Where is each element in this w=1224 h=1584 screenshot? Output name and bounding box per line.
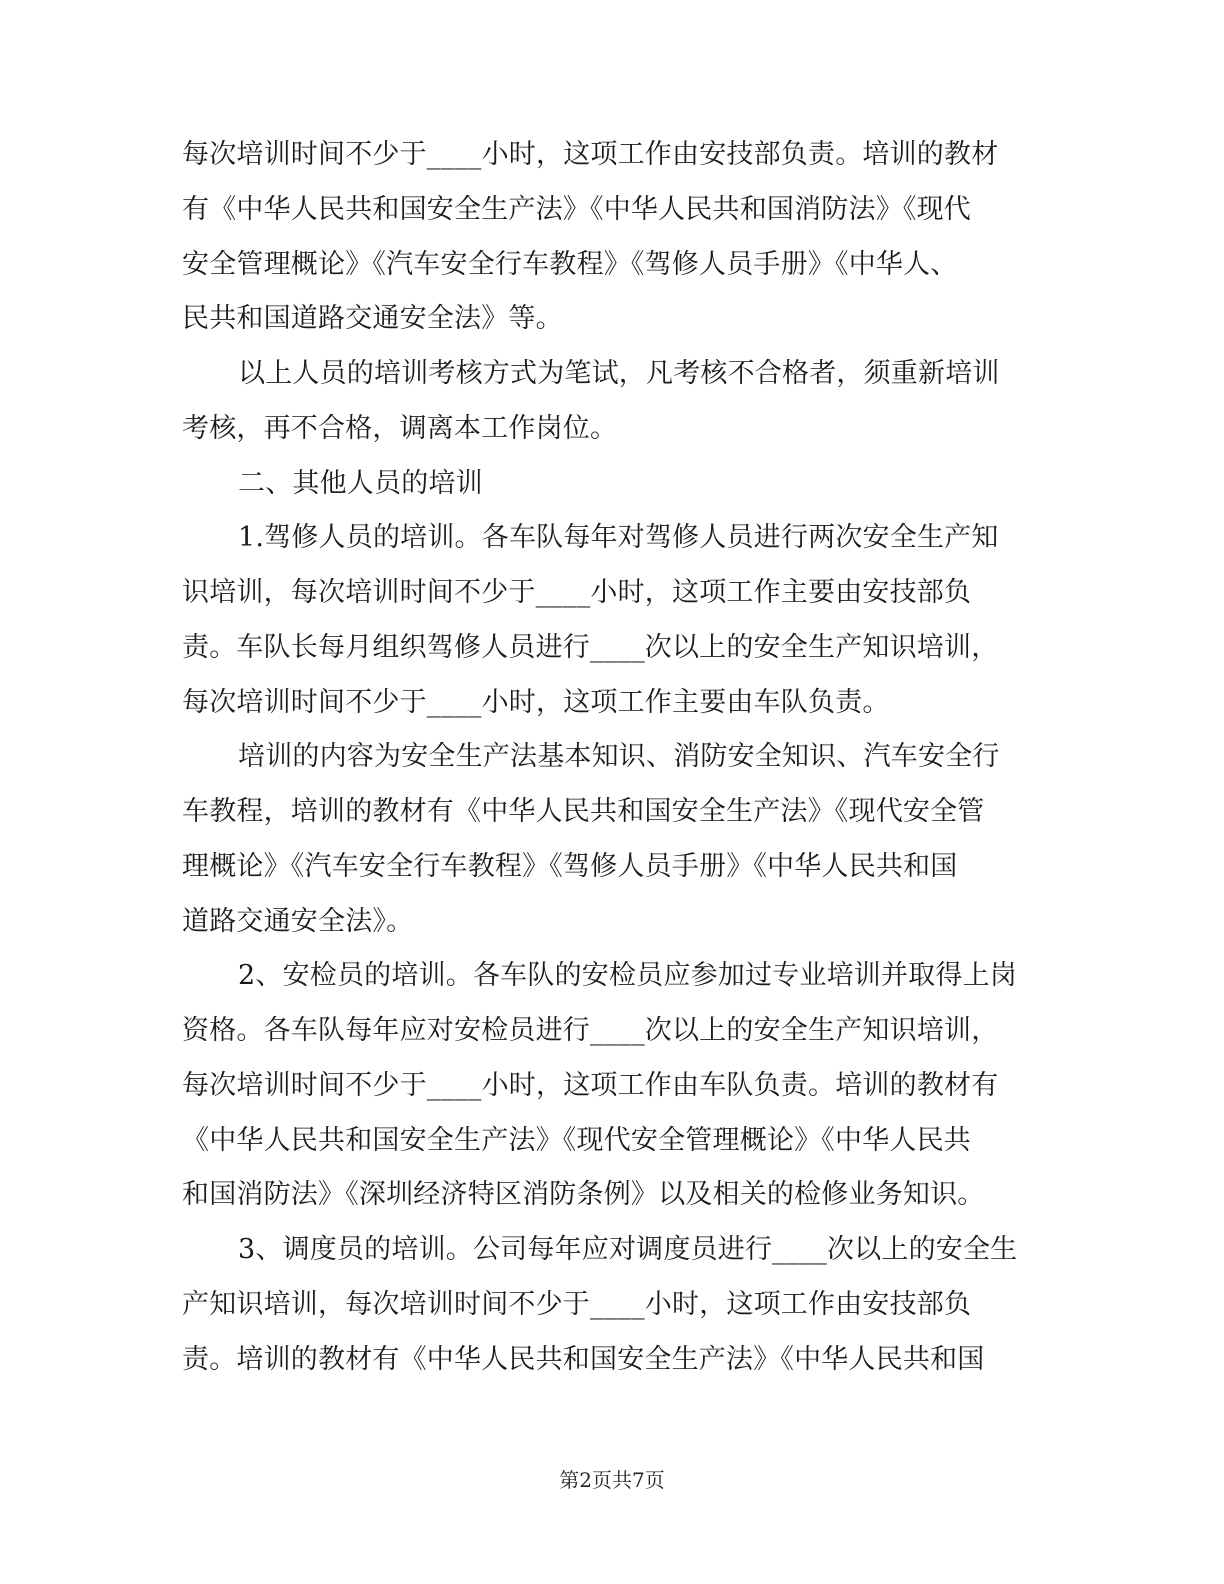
text-line: 有《中华人民共和国安全生产法》《中华人民共和国消防法》《现代: [182, 193, 971, 225]
text-line: 识培训，每次培训时间不少于____小时，这项工作主要由安技部负: [182, 577, 972, 608]
text-line: 责。车队长每月组织驾修人员进行____次以上的安全生产知识培训，: [182, 631, 999, 663]
text-line: 2、安检员的培训。各车队的安检员应参加过专业培训并取得上岗: [238, 960, 1017, 992]
document-body: [182, 128, 1032, 1387]
text-line: 考核，再不合格，调离本工作岗位。: [182, 412, 618, 444]
text-line: 车教程，培训的教材有《中华人民共和国安全生产法》《现代安全管: [182, 796, 985, 827]
page-number: 第2页共7页: [559, 1468, 665, 1492]
text-line: 每次培训时间不少于____小时，这项工作由车队负责。培训的教材有: [182, 1069, 999, 1101]
text-line: 每次培训时间不少于____小时，这项工作由安技部负责。培训的教材: [182, 139, 999, 170]
text-line: 理概论》《汽车安全行车教程》《驾修人员手册》《中华人民共和国: [182, 850, 958, 882]
text-line: 责。培训的教材有《中华人民共和国安全生产法》《中华人民共和国: [182, 1343, 985, 1375]
text-line: 3、调度员的培训。公司每年应对调度员进行____次以上的安全生: [238, 1234, 1018, 1265]
text-line: 产知识培训，每次培训时间不少于____小时，这项工作由安技部负: [182, 1288, 972, 1320]
text-line: 1.驾修人员的培训。各车队每年对驾修人员进行两次安全生产知: [238, 522, 999, 554]
text-line: 二、其他人员的培训: [238, 467, 483, 499]
text-line: 以上人员的培训考核方式为笔试，凡考核不合格者，须重新培训: [238, 358, 1000, 389]
text-line: 培训的内容为安全生产法基本知识、消防安全知识、汽车安全行: [238, 741, 1000, 773]
text-line: 和国消防法》《深圳经济特区消防条例》以及相关的检修业务知识。: [182, 1179, 985, 1211]
text-line: 《中华人民共和国安全生产法》《现代安全管理概论》《中华人民共: [182, 1124, 971, 1156]
text-line: 安全管理概论》《汽车安全行车教程》《驾修人员手册》《中华人、: [182, 248, 958, 280]
text-line: 民共和国道路交通安全法》等。: [182, 303, 563, 335]
text-line: 每次培训时间不少于____小时，这项工作主要由车队负责。: [182, 686, 890, 718]
text-line: 道路交通安全法》。: [182, 905, 414, 937]
text-line: 资格。各车队每年应对安检员进行____次以上的安全生产知识培训，: [182, 1015, 999, 1046]
